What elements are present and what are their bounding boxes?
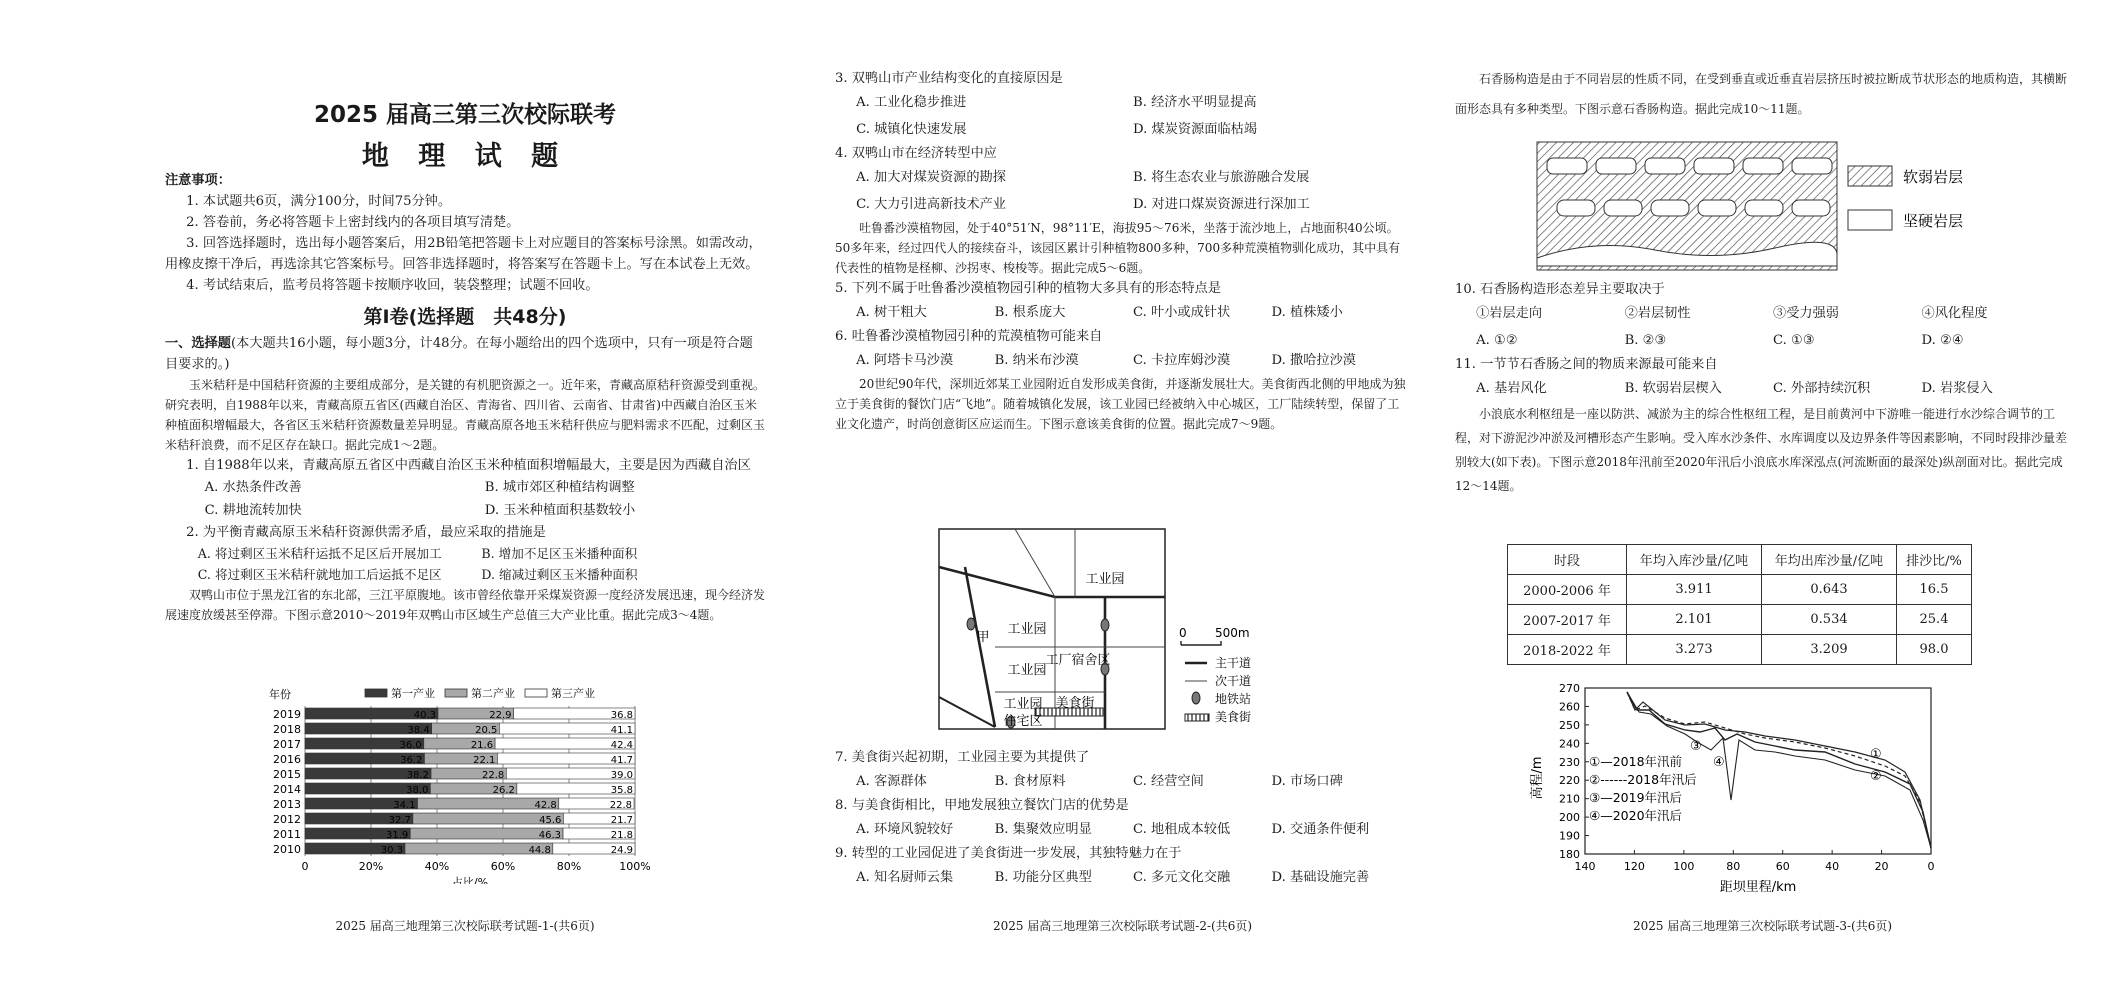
y-tick-label: 270 [1559, 682, 1580, 695]
chart-y-axis-label: 年份 [269, 688, 291, 701]
y-tick-label: 2019 [273, 708, 301, 721]
notice-heading: 注意事项： [165, 173, 231, 188]
page-footer: 2025 届高三地理第三次校际联考试题-3-(共6页) [1632, 919, 1893, 933]
q4-option-b[interactable]: B. 将生态农业与旅游融合发展 [1133, 170, 1310, 185]
data-label: 41.7 [610, 755, 633, 766]
section-title: 第Ⅰ卷(选择题 共48分) [363, 306, 567, 328]
q3-options [835, 89, 1410, 143]
boudin-segment [1547, 158, 1587, 174]
q8-options [835, 816, 1410, 843]
boudin-segment [1645, 158, 1685, 174]
subway-station-icon [967, 618, 975, 630]
boudin-segment [1596, 158, 1636, 174]
profile-line-2020-post [1627, 692, 1931, 848]
page2-top-block [835, 68, 1410, 434]
y-tick-label: 2010 [273, 843, 301, 856]
food-street-map [935, 527, 1325, 741]
q7-option-d[interactable]: D. 市场口碑 [1271, 774, 1343, 789]
main-road [939, 697, 995, 727]
legend-main-road: 主干道 [1215, 656, 1252, 670]
profile-y-axis-label: 高程/m [1530, 756, 1545, 800]
q11-option-c[interactable]: C. 外部持续沉积 [1773, 381, 1871, 396]
boudin-segment [1694, 158, 1734, 174]
profile-legend-4: ④—2020年汛后 [1589, 808, 1683, 823]
legend-subway-icon [1192, 692, 1200, 704]
legend-weak-rock: 软弱岩层 [1903, 168, 1964, 186]
data-label: 32.7 [388, 815, 411, 826]
q6-options [835, 347, 1410, 374]
table-header: 年均入库沙量/亿吨 [1627, 545, 1762, 575]
q2-option-a[interactable]: A. 将过剩区玉米秸秆运抵不足区后开展加工 [197, 546, 442, 561]
data-label: 35.8 [610, 785, 633, 796]
sediment-table-wrap [1507, 544, 1972, 665]
x-tick-label: 0 [301, 860, 309, 873]
q7-option-a[interactable]: A. 客源群体 [856, 774, 927, 789]
profile-line-2018-pre [1627, 692, 1931, 848]
legend-swatch [525, 689, 547, 697]
legend-secondary-road: 次干道 [1215, 674, 1252, 688]
industry-bar-chart-svg [265, 684, 665, 884]
q1-option-b[interactable]: B. 城市郊区种植结构调整 [484, 480, 635, 495]
table-header: 年均出库沙量/亿吨 [1762, 545, 1897, 575]
y-tick-label: 2017 [273, 738, 301, 751]
data-label: 24.9 [610, 845, 633, 856]
table-row [1508, 605, 1972, 635]
data-label: 38.4 [407, 725, 430, 736]
q10-option-b[interactable]: B. ②③ [1624, 333, 1667, 348]
q3-option-c[interactable]: C. 城镇化快速发展 [856, 122, 967, 137]
q5-options [835, 299, 1410, 326]
data-label: 26.2 [492, 785, 515, 796]
chart-x-axis-label: 占比/% [451, 876, 489, 884]
y-tick-label: 220 [1559, 774, 1580, 788]
q9-stem: 9. 转型的工业园促进了美食街进一步发展，其独特魅力在于 [835, 846, 1182, 861]
q5-option-a[interactable]: A. 树干粗大 [856, 305, 927, 320]
data-label: 40.3 [413, 710, 436, 721]
y-tick-label: 180 [1559, 848, 1580, 861]
q3-option-d[interactable]: D. 煤炭资源面临枯竭 [1133, 122, 1258, 137]
q1-stem: 1. 自1988年以来，青藏高原五省区中西藏自治区玉米种植面积增幅最大，主要是因为西藏自治区 [186, 458, 751, 473]
y-tick-label: 240 [1559, 737, 1580, 751]
data-label: 46.3 [538, 830, 562, 841]
q9-options [835, 864, 1410, 891]
material-boudinage: 石香肠构造是由于不同岩层的性质不同，在受到垂直或近垂直岩层挤压时被拉断成节状形态的地质构造，其横断面形态具有多种类型。下图示意石香肠构造。据此完成10～11题。 [1455, 72, 2068, 116]
y-tick-label: 2013 [273, 798, 301, 811]
material-food-street: 20世纪90年代，深圳近郊某工业园附近自发形成美食街，并逐渐发展壮大。美食街西北侧的甲地成为独立于美食街的餐饮门店“飞地”。随着城镇化发展，该工业园已经被纳入中心城区，工厂陆续转型，保留了工业文化遗产，时尚创意街区应运而生。下图示意该美食街的位置。据此完成7～9题。 [835, 377, 1406, 431]
table-cell: 2018-2022 年 [1508, 635, 1627, 665]
y-tick-label: 200 [1559, 811, 1580, 825]
q4-option-c[interactable]: C. 大力引进高新技术产业 [856, 197, 1006, 212]
q6-option-b[interactable]: B. 纳米布沙漠 [994, 353, 1079, 368]
section-instructions [165, 333, 765, 375]
notice-item: 2. 答卷前，务必将答题卡上密封线内的各项目填写清楚。 [186, 215, 520, 230]
legend-weak-rock-swatch [1848, 166, 1892, 186]
legend-swatch [365, 689, 387, 697]
x-tick-label: 80 [1726, 860, 1741, 873]
profile-x-axis-label: 距坝里程/km [1719, 880, 1797, 895]
boudin-segment [1651, 200, 1689, 216]
legend-hard-rock: 坚硬岩层 [1903, 212, 1964, 230]
data-label: 22.9 [489, 710, 512, 721]
table-header: 排沙比/% [1897, 545, 1972, 575]
boudin-segment [1698, 200, 1736, 216]
q6-stem: 6. 吐鲁番沙漠植物园引种的荒漠植物可能来自 [835, 329, 1103, 344]
material-corn-straw: 玉米秸秆是中国秸秆资源的主要组成部分，是关键的有机肥资源之一。近年来，青藏高原秸秆资源受到重视。研究表明，自1988年以来，青藏高原五省区(西藏自治区、青海省、四川省、云南省、甘肃省)中西藏自治区玉米种植面积增幅最大，各省区玉米秸秆资源数量差异明显。青藏高原各地玉米秸秆供应与肥料需求不匹配，过剩区玉米秸秆浪费，而不足区存在缺口。据此完成1～2题。 [165, 378, 766, 452]
q10-option-a[interactable]: A. ①② [1476, 333, 1518, 348]
exam-title: 2025 届高三第三次校际联考 [313, 102, 617, 128]
map-label-food-street: 美食街 [1055, 696, 1095, 711]
profile-line-2018-post [1627, 692, 1931, 848]
table-cell: 2.101 [1627, 605, 1762, 635]
scale-bar [1181, 641, 1221, 645]
data-label: 30.3 [380, 845, 403, 856]
legend-label: 第二产业 [471, 687, 515, 700]
boudin-segment [1792, 200, 1830, 216]
q7-option-c[interactable]: C. 经营空间 [1133, 774, 1204, 789]
table-cell: 16.5 [1897, 575, 1972, 605]
data-label: 41.1 [610, 725, 633, 736]
legend-food-street-swatch [1185, 714, 1209, 721]
map-label-residential: 住宅区 [1003, 714, 1043, 729]
q4-option-a[interactable]: A. 加大对煤炭资源的勘探 [856, 170, 1006, 185]
industry-structure-chart [265, 684, 665, 888]
q2-stem: 2. 为平衡青藏高原玉米秸秆资源供需矛盾，最应采取的措施是 [186, 525, 546, 540]
map-label-industrial-park: 工业园 [1007, 663, 1047, 678]
table-cell: 0.643 [1762, 575, 1897, 605]
q10-option-c[interactable]: C. ①③ [1773, 333, 1815, 348]
profile-marker-3: ③ [1690, 739, 1702, 754]
y-tick-label: 2012 [273, 813, 301, 826]
exam-page-1 [165, 0, 765, 999]
y-tick-label: 2016 [273, 753, 301, 766]
reservoir-profile-chart [1525, 680, 1945, 899]
legend-subway: 地铁站 [1215, 692, 1252, 706]
data-label: 21.8 [610, 830, 633, 841]
q2-options [165, 543, 765, 585]
table-row [1508, 635, 1972, 665]
table-cell: 0.534 [1762, 605, 1897, 635]
profile-legend-2: ②------2018年汛后 [1589, 772, 1697, 787]
q1-option-d[interactable]: D. 玉米种植面积基数较小 [484, 503, 636, 518]
food-street-map-svg [935, 527, 1325, 737]
q3-option-a[interactable]: A. 工业化稳步推进 [856, 95, 967, 110]
q11-option-b[interactable]: B. 软弱岩层楔入 [1624, 381, 1722, 396]
q1-options [165, 476, 765, 522]
profile-marker-2: ② [1870, 769, 1882, 784]
section-label: 一、选择题 [165, 336, 231, 351]
x-tick-label: 140 [1574, 860, 1596, 873]
q2-option-d[interactable]: D. 缩减过剩区玉米播种面积 [481, 567, 638, 582]
q8-stem: 8. 与美食街相比，甲地发展独立餐饮门店的优势是 [835, 798, 1129, 813]
data-label: 38.2 [406, 770, 430, 781]
boudin-segment [1743, 158, 1783, 174]
q8-option-b[interactable]: B. 集聚效应明显 [994, 822, 1092, 837]
q11-option-d[interactable]: D. 岩浆侵入 [1921, 381, 1993, 396]
q2-option-c[interactable]: C. 将过剩区玉米秸秆就地加工后运抵不足区 [197, 567, 442, 582]
data-label: 20.5 [475, 725, 498, 736]
x-tick-label: 60% [490, 860, 516, 873]
y-tick-label: 2015 [273, 768, 301, 781]
legend-label: 第三产业 [551, 687, 595, 700]
table-cell: 98.0 [1897, 635, 1972, 665]
q8-option-d[interactable]: D. 交通条件便利 [1271, 822, 1370, 837]
q1-option-a[interactable]: A. 水热条件改善 [204, 480, 302, 495]
y-tick-label: 2018 [273, 723, 301, 736]
notice-item: 3. 回答选择题时，选出每小题答案后，用2B铅笔把答题卡上对应题目的答案标号涂黑。如需改动，用橡皮擦干净后，再选涂其它答案标号。回答非选择题时，将答案写在答题卡上。写在本试卷上无效。 [165, 236, 762, 272]
boudin-segment [1604, 200, 1642, 216]
subject-title: 地 理 试 题 [361, 141, 569, 172]
q3-option-b[interactable]: B. 经济水平明显提高 [1133, 95, 1257, 110]
y-tick-label: 210 [1559, 792, 1580, 806]
x-tick-label: 0 [1927, 860, 1935, 873]
data-label: 42.4 [610, 740, 633, 751]
boudinage-svg [1535, 138, 1995, 278]
material-shuangyashan: 双鸭山市位于黑龙江省的东北部，三江平原腹地。该市曾经依靠开采煤炭资源一度经济发展迅速，现今经济发展速度放缓甚至停滞。下图示意2010～2019年双鸭山市区域生产总值三大产业比重。据此完成3～4题。 [165, 588, 766, 622]
profile-svg [1525, 680, 1945, 895]
q6-option-c[interactable]: C. 卡拉库姆沙漠 [1133, 353, 1231, 368]
scale-zero: 0 [1179, 626, 1187, 640]
map-label-site-jia: 甲 [976, 630, 990, 645]
q11-stem: 11. 一节节石香肠之间的物质来源最可能来自 [1455, 357, 1718, 372]
q2-option-b[interactable]: B. 增加不足区玉米播种面积 [481, 546, 638, 561]
data-label: 44.8 [528, 845, 551, 856]
q9-option-d[interactable]: D. 基础设施完善 [1271, 870, 1370, 885]
data-label: 36.2 [400, 755, 423, 766]
q10-options [1455, 327, 2070, 354]
profile-legend-3: ③—2019年汛后 [1589, 790, 1683, 805]
x-tick-label: 100 [1673, 860, 1695, 873]
data-label: 21.6 [470, 740, 494, 751]
q11-options [1455, 375, 2070, 402]
page3-top-block [1455, 64, 2070, 124]
q5-option-b[interactable]: B. 根系庞大 [994, 305, 1066, 320]
q9-option-b[interactable]: B. 功能分区典型 [994, 870, 1092, 885]
subway-station-icon [1101, 619, 1109, 631]
data-label: 36.0 [399, 740, 422, 751]
boudin-segment [1557, 200, 1595, 216]
q8-option-a[interactable]: A. 环境风貌较好 [856, 822, 954, 837]
notice-item: 4. 考试结束后，监考员将答题卡按顺序收回，装袋整理；试题不回收。 [186, 278, 599, 293]
q10-item-3: ③受力强弱 [1773, 306, 1839, 321]
y-tick-label: 2011 [273, 828, 301, 841]
legend-food-street: 美食街 [1215, 710, 1252, 724]
data-label: 22.8 [609, 800, 633, 811]
page2-bottom-block [835, 747, 1410, 891]
map-label-industrial-park: 工业园 [1085, 572, 1125, 587]
map-label-industrial-park: 工业园 [1003, 697, 1043, 712]
q10-option-d[interactable]: D. ②④ [1921, 333, 1964, 348]
page-footer: 2025 届高三地理第三次校际联考试题-1-(共6页) [335, 919, 595, 933]
q5-option-d[interactable]: D. 植株矮小 [1271, 305, 1343, 320]
profile-marker-4: ④ [1713, 755, 1725, 770]
table-cell: 2007-2017 年 [1508, 605, 1627, 635]
q11-option-a[interactable]: A. 基岩风化 [1476, 381, 1547, 396]
section-intro: (本大题共16小题，每小题3分，计48分。在每小题给出的四个选项中，只有一项是符合题目要求的。) [165, 336, 753, 372]
q7-options [835, 768, 1410, 795]
x-tick-label: 20 [1874, 860, 1889, 873]
boudin-segment [1792, 158, 1832, 174]
q4-options [835, 164, 1410, 218]
exam-page-2 [835, 0, 1410, 999]
q5-option-c[interactable]: C. 叶小或成针状 [1133, 305, 1231, 320]
legend-swatch [445, 689, 467, 697]
q6-option-d[interactable]: D. 撒哈拉沙漠 [1271, 353, 1356, 368]
q1-option-c[interactable]: C. 耕地流转加快 [204, 503, 302, 518]
sediment-table [1507, 544, 1972, 665]
q10-item-1: ①岩层走向 [1476, 306, 1543, 321]
profile-legend-1: ①—2018年汛前 [1589, 754, 1683, 769]
q10-item-2: ②岩层韧性 [1624, 306, 1691, 321]
x-tick-label: 40% [424, 860, 450, 873]
x-tick-label: 100% [619, 860, 651, 873]
legend-hard-rock-swatch [1848, 210, 1892, 230]
x-tick-label: 60 [1775, 860, 1790, 873]
q7-stem: 7. 美食街兴起初期，工业园主要为其提供了 [835, 750, 1090, 765]
legend-label: 第一产业 [391, 687, 435, 700]
map-label-industrial-park: 工业园 [1007, 622, 1047, 637]
table-row [1508, 575, 1972, 605]
data-label: 34.1 [393, 800, 416, 811]
boudinage-figure [1535, 138, 1995, 282]
table-cell: 2000-2006 年 [1508, 575, 1627, 605]
q4-stem: 4. 双鸭山市在经济转型中应 [835, 146, 997, 161]
q8-option-c[interactable]: C. 地租成本较低 [1133, 822, 1231, 837]
q6-option-a[interactable]: A. 阿塔卡马沙漠 [856, 353, 954, 368]
q10-items [1455, 300, 2070, 327]
q4-option-d[interactable]: D. 对进口煤炭资源进行深加工 [1133, 197, 1310, 212]
data-label: 22.8 [482, 770, 505, 781]
q10-item-4: ④风化程度 [1921, 306, 1988, 321]
y-tick-label: 260 [1559, 700, 1580, 714]
material-desert-garden: 吐鲁番沙漠植物园，处于40°51′N，98°11′E，海拔95～76米，坐落于流沙地上，占地面积40公顷。50多年来，经过四代人的接续奋斗，该园区累计引种植物800多种，700多种荒漠植物驯化成功，其中具有代表性的植物是柽柳、沙拐枣、梭梭等。据此完成5～6题。 [835, 221, 1401, 275]
notice-item: 1. 本试题共6页，满分100分，时间75分钟。 [186, 194, 452, 209]
data-label: 42.8 [534, 800, 557, 811]
exam-page-3 [1455, 0, 2070, 999]
x-tick-label: 40 [1825, 860, 1840, 873]
notice-block [165, 170, 765, 625]
data-label: 38.0 [406, 785, 429, 796]
table-header: 时段 [1508, 545, 1627, 575]
data-label: 45.6 [539, 815, 562, 826]
q9-option-a[interactable]: A. 知名厨师云集 [856, 870, 954, 885]
y-tick-label: 230 [1559, 755, 1580, 769]
y-tick-label: 2014 [273, 783, 301, 796]
scale-value: 500m [1215, 626, 1250, 640]
y-tick-label: 250 [1559, 718, 1580, 732]
page3-questions [1455, 279, 2070, 498]
main-road [965, 567, 995, 727]
table-cell: 3.911 [1627, 575, 1762, 605]
q7-option-b[interactable]: B. 食材原料 [994, 774, 1066, 789]
data-label: 21.7 [610, 815, 633, 826]
data-label: 39.0 [610, 770, 633, 781]
boudin-segment [1745, 200, 1783, 216]
table-header-row [1508, 545, 1972, 575]
profile-marker-1: ① [1870, 747, 1882, 762]
data-label: 31.9 [386, 830, 409, 841]
q3-stem: 3. 双鸭山市产业结构变化的直接原因是 [835, 71, 1063, 86]
map-label-dormitory: 工厂宿舍区 [1045, 653, 1111, 668]
data-label: 36.8 [610, 710, 633, 721]
profile-line-2019-post [1627, 692, 1931, 848]
x-tick-label: 80% [556, 860, 582, 873]
y-tick-label: 190 [1559, 829, 1580, 843]
data-label: 22.1 [473, 755, 496, 766]
q10-stem: 10. 石香肠构造形态差异主要取决于 [1455, 282, 1665, 297]
table-cell: 3.209 [1762, 635, 1897, 665]
x-tick-label: 20% [358, 860, 384, 873]
q9-option-c[interactable]: C. 多元文化交融 [1133, 870, 1231, 885]
page-footer: 2025 届高三地理第三次校际联考试题-2-(共6页) [992, 919, 1253, 933]
material-xiaolangdi: 小浪底水利枢纽是一座以防洪、减淤为主的综合性枢纽工程，是目前黄河中下游唯一能进行水沙综合调节的工程，对下游泥沙冲淤及河槽形态产生影响。受入库水沙条件、水库调度以及边界条件等因素影响，不同时段排沙量差别较大(如下表)。下图示意2018年汛前至2020年汛后小浪底水库深泓点(河流断面的最深处)纵剖面对比。据此完成12～14题。 [1455, 407, 2068, 493]
table-cell: 25.4 [1897, 605, 1972, 635]
x-tick-label: 120 [1623, 860, 1645, 873]
q5-stem: 5. 下列不属于吐鲁番沙漠植物园引种的植物大多具有的形态特点是 [835, 281, 1222, 296]
table-cell: 3.273 [1627, 635, 1762, 665]
